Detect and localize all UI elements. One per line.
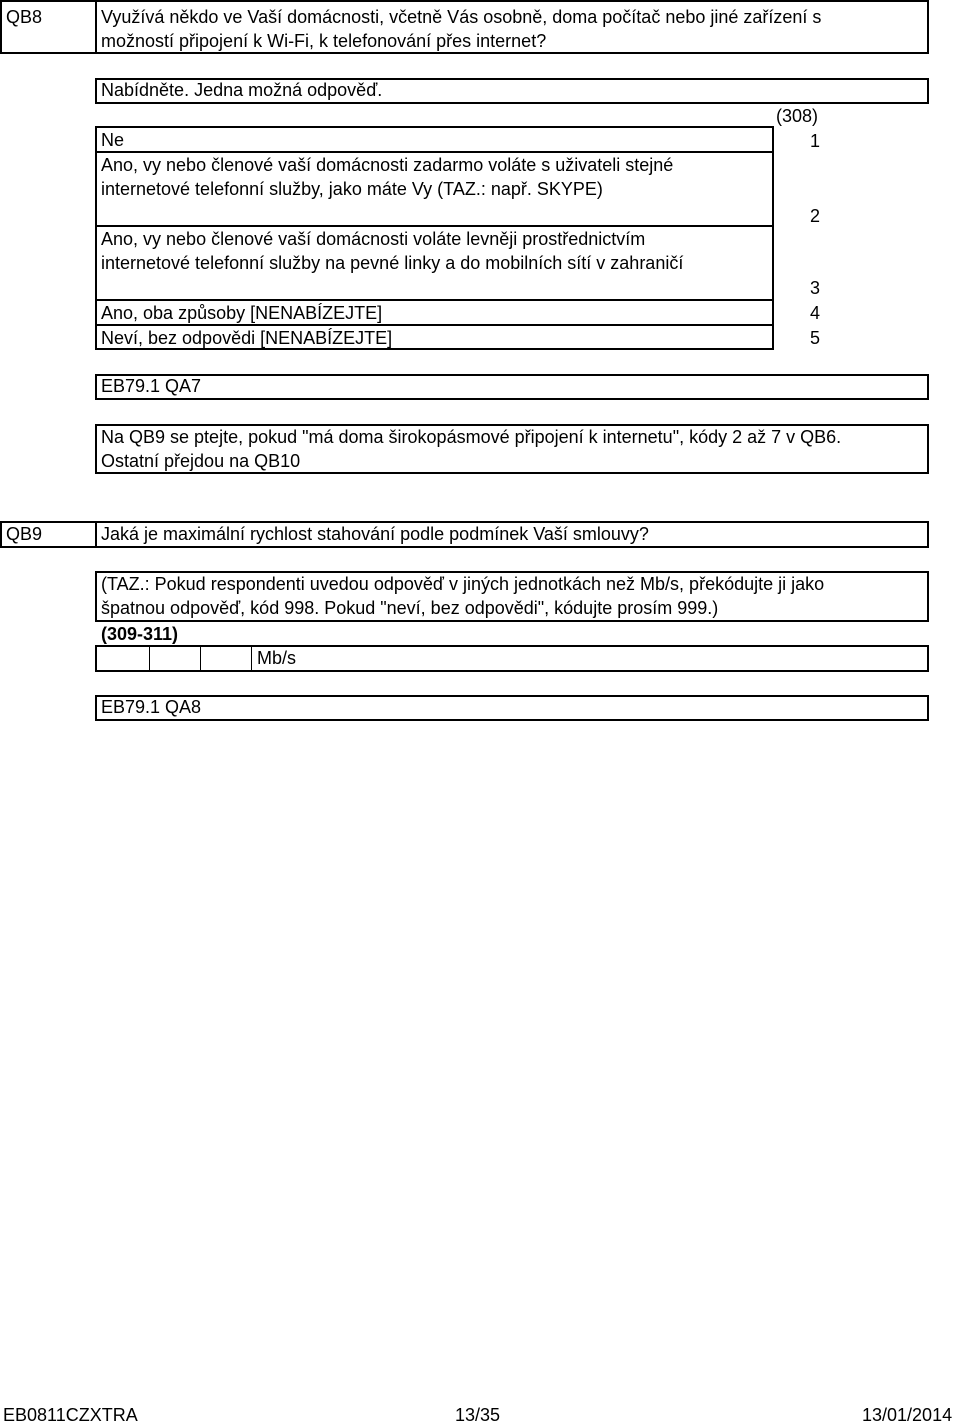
option-4-code: 4 bbox=[810, 303, 821, 323]
qb9-code: QB9 bbox=[6, 524, 43, 544]
option-3-code: 3 bbox=[810, 278, 821, 298]
option-5-code: 5 bbox=[810, 328, 821, 348]
option-3-label-line2: internetové telefonní služby na pevné linky a do mobilních sítí v zahraničí bbox=[101, 253, 684, 273]
footer-doc-id: EB0811CZXTRA bbox=[3, 1405, 138, 1425]
qb8-question-line1: Využívá někdo ve Vaší domácnosti, včetně Vás osobně, doma počítač nebo jiné zařízení s bbox=[101, 7, 822, 27]
footer-page-number: 13/35 bbox=[455, 1405, 501, 1425]
option-2-code: 2 bbox=[810, 206, 821, 226]
ref-qa8-box bbox=[95, 695, 929, 721]
qb8-instruction: Nabídněte. Jedna možná odpověď. bbox=[101, 80, 383, 100]
ref-qa7-box bbox=[95, 374, 929, 400]
option-5-label: Neví, bez odpovědi [NENABÍZEJTE] bbox=[101, 328, 393, 348]
qb9-note-line1: (TAZ.: Pokud respondenti uvedou odpověď v jiných jednotkách než Mb/s, překódujte ji jako bbox=[101, 574, 825, 594]
filter-line1: Na QB9 se ptejte, pokud "má doma širokopásmové připojení k internetu", kódy 2 až 7 v QB6. bbox=[101, 427, 842, 447]
option-4-label: Ano, oba způsoby [NENABÍZEJTE] bbox=[101, 303, 383, 323]
footer-date: 13/01/2014 bbox=[862, 1405, 953, 1425]
option-1-code: 1 bbox=[810, 131, 821, 151]
entry-cell-3[interactable] bbox=[201, 647, 252, 670]
option-1-label: Ne bbox=[101, 130, 125, 150]
qb9-note-line2: špatnou odpověď, kód 998. Pokud "neví, bez odpovědi", kódujte prosím 999.) bbox=[101, 598, 719, 618]
option-3-label-line1: Ano, vy nebo členové vaší domácnosti voláte levněji prostřednictvím bbox=[101, 229, 646, 249]
filter-line2: Ostatní přejdou na QB10 bbox=[101, 451, 301, 471]
entry-cell-2[interactable] bbox=[150, 647, 201, 670]
qb9-unit: Mb/s bbox=[257, 648, 297, 668]
qb8-code: QB8 bbox=[6, 7, 43, 27]
option-2-label-line1: Ano, vy nebo členové vaší domácnosti zadarmo voláte s uživateli stejné bbox=[101, 155, 674, 175]
ref-qa8: EB79.1 QA8 bbox=[101, 697, 202, 717]
qb9-column-ref: (309-311) bbox=[101, 624, 179, 644]
qb9-question: Jaká je maximální rychlost stahování podle podmínek Vaší smlouvy? bbox=[101, 524, 649, 544]
qb8-question-line2: možností připojení k Wi-Fi, k telefonování přes internet? bbox=[101, 31, 547, 51]
option-2-label-line2: internetové telefonní služby, jako máte Vy (TAZ.: např. SKYPE) bbox=[101, 179, 603, 199]
qb8-column-ref: (308) bbox=[776, 106, 819, 126]
ref-qa7: EB79.1 QA7 bbox=[101, 376, 202, 396]
entry-cell-1[interactable] bbox=[97, 647, 150, 670]
